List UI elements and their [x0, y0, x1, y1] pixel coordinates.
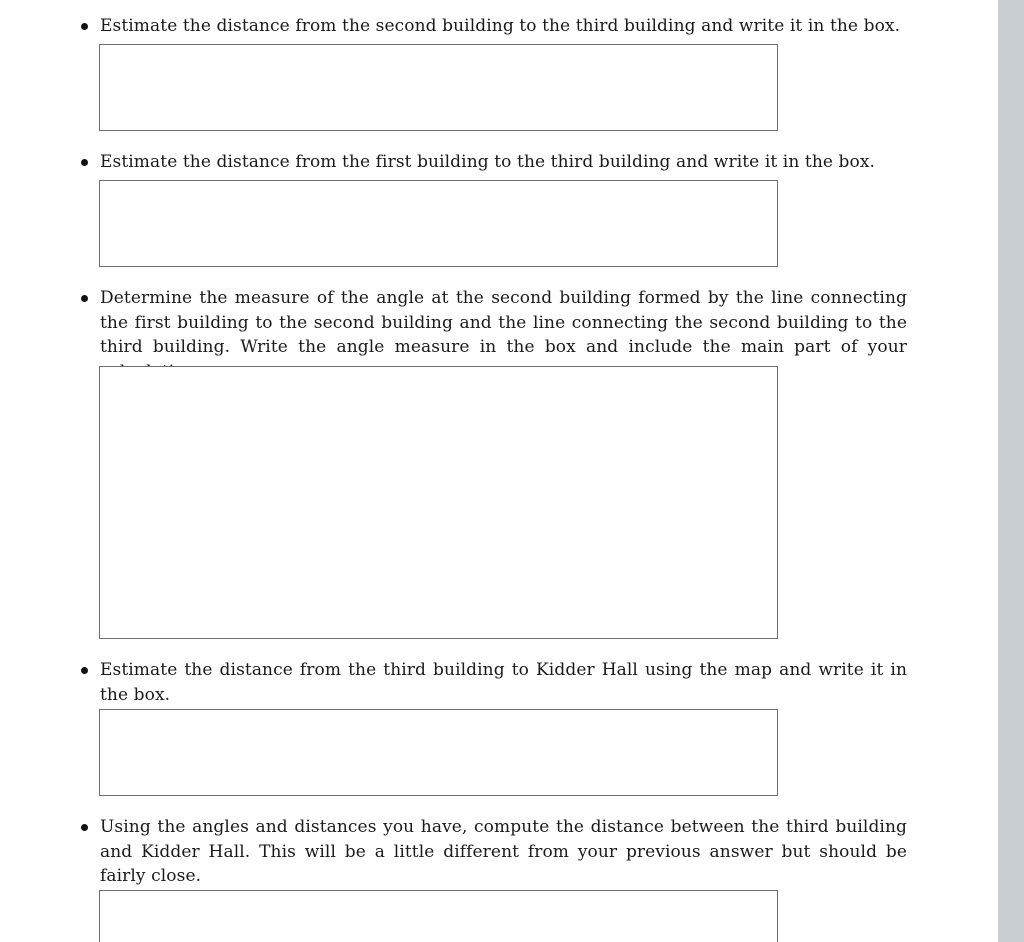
- question-4-text: Estimate the distance from the third building to Kidder Hall using the map and write it in the box.: [100, 660, 907, 705]
- question-2-text: Estimate the distance from the first building to the third building and write it in the box.: [100, 152, 876, 172]
- question-3-text: Determine the measure of the angle at the second building formed by the line connecting the first building to the second building and the line connecting the second building to the third building. Write the angle measure in the box and include the main part of your: [100, 288, 907, 357]
- answer-box-4[interactable]: [99, 709, 778, 796]
- question-5-text: Using the angles and distances you have, compute the distance between the third building and Kidder Hall. This will be a little different from your previous answer but should be fairly close.: [100, 817, 907, 886]
- answer-box-3[interactable]: [99, 366, 778, 639]
- answer-box-2[interactable]: [99, 180, 778, 267]
- question-1-text: Estimate the distance from the second building to the third building and write it in the box.: [100, 16, 901, 36]
- bullet-icon: [81, 295, 88, 302]
- answer-box-5[interactable]: [99, 890, 778, 942]
- bullet-icon: [81, 667, 88, 674]
- bullet-icon: [81, 159, 88, 166]
- vertical-scrollbar[interactable]: [998, 0, 1024, 942]
- bullet-icon: [81, 23, 88, 30]
- answer-box-1[interactable]: [99, 44, 778, 131]
- bullet-icon: [81, 824, 88, 831]
